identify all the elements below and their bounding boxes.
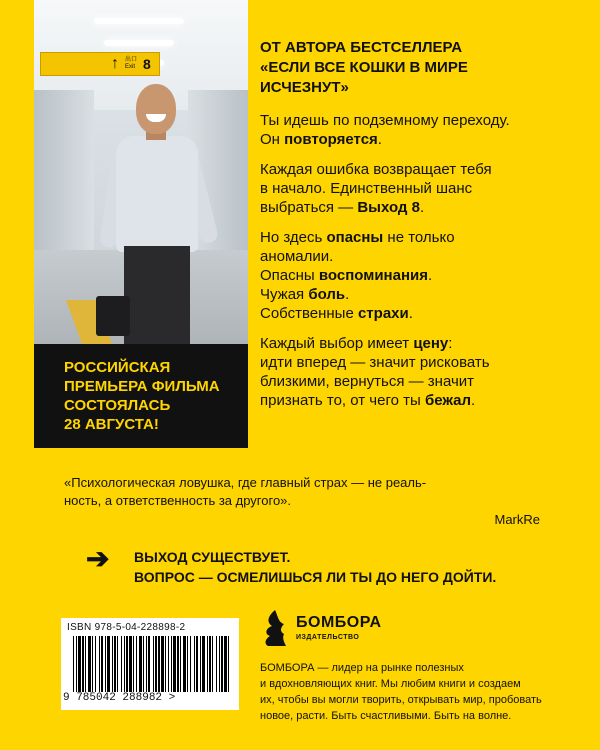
text-run: . bbox=[345, 286, 350, 303]
text-run: Но здесь bbox=[260, 229, 327, 246]
exit-sign-labels bbox=[125, 57, 137, 71]
man-figure bbox=[104, 70, 214, 344]
desc-line: новое, расти. Быть счастливыми. Быть на волне. bbox=[260, 710, 512, 722]
text-run: : bbox=[448, 335, 453, 352]
cover-photo bbox=[34, 0, 248, 344]
premiere-line: 28 АВГУСТА! bbox=[64, 416, 159, 433]
blurb-column bbox=[260, 38, 560, 421]
blurb-paragraph-3 bbox=[260, 228, 560, 323]
emphasis: повторяется bbox=[284, 131, 378, 148]
blurb-paragraph-1 bbox=[260, 111, 560, 149]
text-line: Ты идешь по подземному переходу. bbox=[260, 112, 510, 129]
text-run: выбраться — bbox=[260, 199, 358, 216]
blurb-paragraph-4 bbox=[260, 334, 560, 410]
exit-sign-number: 8 bbox=[143, 56, 151, 72]
text-run: . bbox=[377, 131, 382, 148]
text-run: Каждый выбор имеет bbox=[260, 335, 414, 352]
heading-line: ОТ АВТОРА БЕСТСЕЛЛЕРА bbox=[260, 39, 463, 56]
shirt bbox=[116, 136, 198, 252]
tagline bbox=[134, 547, 496, 587]
text-line: аномалии. bbox=[260, 248, 334, 265]
text-run: Собственные bbox=[260, 305, 358, 322]
premiere-line: СОСТОЯЛАСЬ bbox=[64, 397, 171, 414]
tagline-line: ВОПРОС — ОСМЕЛИШЬСЯ ЛИ ТЫ ДО НЕГО ДОЙТИ. bbox=[134, 569, 497, 585]
text-line bbox=[260, 130, 560, 149]
text-line bbox=[260, 198, 560, 217]
text-run: Чужая bbox=[260, 286, 309, 303]
up-arrow-icon: ↑ bbox=[111, 55, 119, 72]
desc-line: и вдохновляющих книг. Мы любим книги и создаем bbox=[260, 678, 521, 690]
ceiling-light bbox=[104, 40, 174, 46]
author-heading bbox=[260, 38, 560, 98]
text-run: . bbox=[427, 267, 433, 284]
text-line: в начало. Единственный шанс bbox=[260, 180, 473, 197]
emphasis: бежал bbox=[424, 392, 472, 409]
bombora-logo-icon bbox=[260, 608, 290, 648]
exit-sign-kanji: 出口 bbox=[125, 57, 138, 63]
exit-sign-word: Exit bbox=[125, 64, 136, 70]
text-line: Каждая ошибка возвращает тебя bbox=[260, 161, 492, 178]
blurb-paragraph-2 bbox=[260, 160, 560, 217]
text-run: . bbox=[419, 199, 425, 216]
emphasis: опасны bbox=[326, 229, 384, 246]
arrow-right-icon: ➔ bbox=[86, 543, 110, 574]
heading-line: «ЕСЛИ ВСЕ КОШКИ В МИРЕ bbox=[260, 59, 468, 76]
text-line: близкими, вернуться — значит bbox=[260, 373, 475, 390]
text-run: Он bbox=[260, 131, 285, 148]
trousers bbox=[124, 246, 190, 344]
quote-line: «Психологическая ловушка, где главный страх — не реаль- bbox=[64, 475, 427, 490]
heading-line: ИСЧЕЗНУТ» bbox=[260, 79, 349, 96]
text-line bbox=[260, 391, 560, 410]
tagline-line: ВЫХОД СУЩЕСТВУЕТ. bbox=[134, 549, 291, 565]
emphasis: цену bbox=[413, 335, 449, 352]
text-run: не только bbox=[383, 229, 455, 246]
emphasis: Выход 8 bbox=[357, 199, 420, 216]
publisher-name: БОМБОРА bbox=[296, 614, 382, 631]
briefcase-icon bbox=[96, 296, 130, 336]
text-line bbox=[260, 304, 560, 323]
text-run: Опасны bbox=[260, 267, 319, 284]
publisher-subtitle: ИЗДАТЕЛЬСТВО bbox=[296, 634, 360, 641]
text-line bbox=[260, 334, 560, 353]
review-quote bbox=[64, 474, 540, 510]
premiere-line: ПРЕМЬЕРА ФИЛЬМА bbox=[64, 378, 220, 395]
barcode-digits: 9 785042 288982 > bbox=[63, 692, 176, 704]
premiere-line: РОССИЙСКАЯ bbox=[64, 359, 171, 376]
quote-author: MarkRe bbox=[494, 512, 540, 527]
premiere-box bbox=[34, 344, 248, 448]
isbn-text: ISBN 978-5-04-228898-2 bbox=[67, 622, 186, 633]
quote-line: ность, а ответственность за другого». bbox=[64, 493, 292, 508]
barcode-panel bbox=[61, 618, 239, 710]
ceiling-light bbox=[94, 18, 184, 24]
head bbox=[136, 84, 176, 134]
text-line bbox=[260, 266, 560, 285]
text-line bbox=[260, 285, 560, 304]
emphasis: страхи bbox=[357, 305, 409, 322]
text-run: . bbox=[408, 305, 413, 322]
text-run: . bbox=[471, 392, 476, 409]
barcode-icon bbox=[73, 636, 229, 692]
text-line bbox=[260, 228, 560, 247]
publisher-description bbox=[260, 660, 560, 724]
emphasis: боль bbox=[308, 286, 346, 303]
text-line: идти вперед — значит рисковать bbox=[260, 354, 490, 371]
text-run: признать то, от чего ты bbox=[260, 392, 425, 409]
desc-line: их, чтобы вы могли творить, открывать мир, пробовать bbox=[260, 694, 542, 706]
desc-line: БОМБОРА — лидер на рынке полезных bbox=[260, 662, 464, 674]
emphasis: воспоминания bbox=[318, 267, 428, 284]
